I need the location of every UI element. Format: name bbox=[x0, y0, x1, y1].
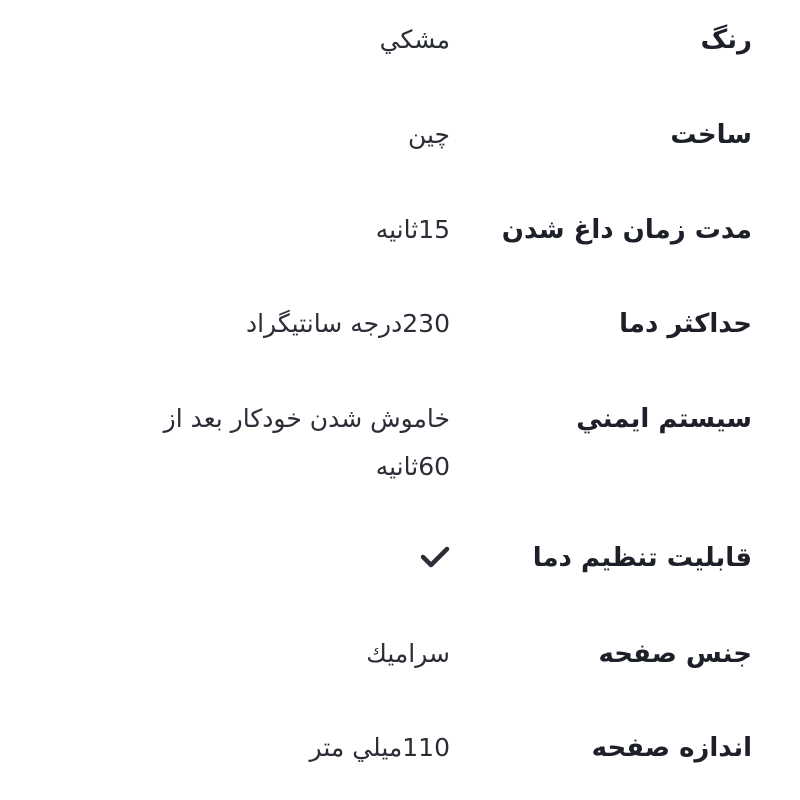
spec-label: ساخت bbox=[670, 120, 752, 150]
spec-value: 230درجه سانتيگراد bbox=[245, 309, 450, 338]
spec-label: سيستم ايمني bbox=[576, 404, 752, 434]
spec-label: حداكثر دما bbox=[619, 309, 752, 339]
spec-value: 110ميلي متر bbox=[309, 733, 450, 762]
spec-value: مشكي bbox=[379, 25, 450, 54]
spec-label: رنگ bbox=[700, 25, 752, 55]
spec-value: خاموش شدن خودكار بعد از 60ثانيه bbox=[163, 404, 450, 481]
spec-label: قابليت تنظيم دما bbox=[532, 543, 752, 573]
spec-label: اندازه صفحه bbox=[591, 733, 752, 763]
spec-label: جنس صفحه bbox=[598, 639, 752, 669]
spec-value bbox=[90, 534, 450, 582]
spec-value: چين bbox=[407, 120, 450, 149]
spec-value: سراميك bbox=[366, 639, 450, 668]
spec-value: 15ثانيه bbox=[375, 215, 450, 244]
spec-label: مدت زمان داغ شدن bbox=[501, 215, 752, 245]
check-icon bbox=[418, 534, 450, 582]
